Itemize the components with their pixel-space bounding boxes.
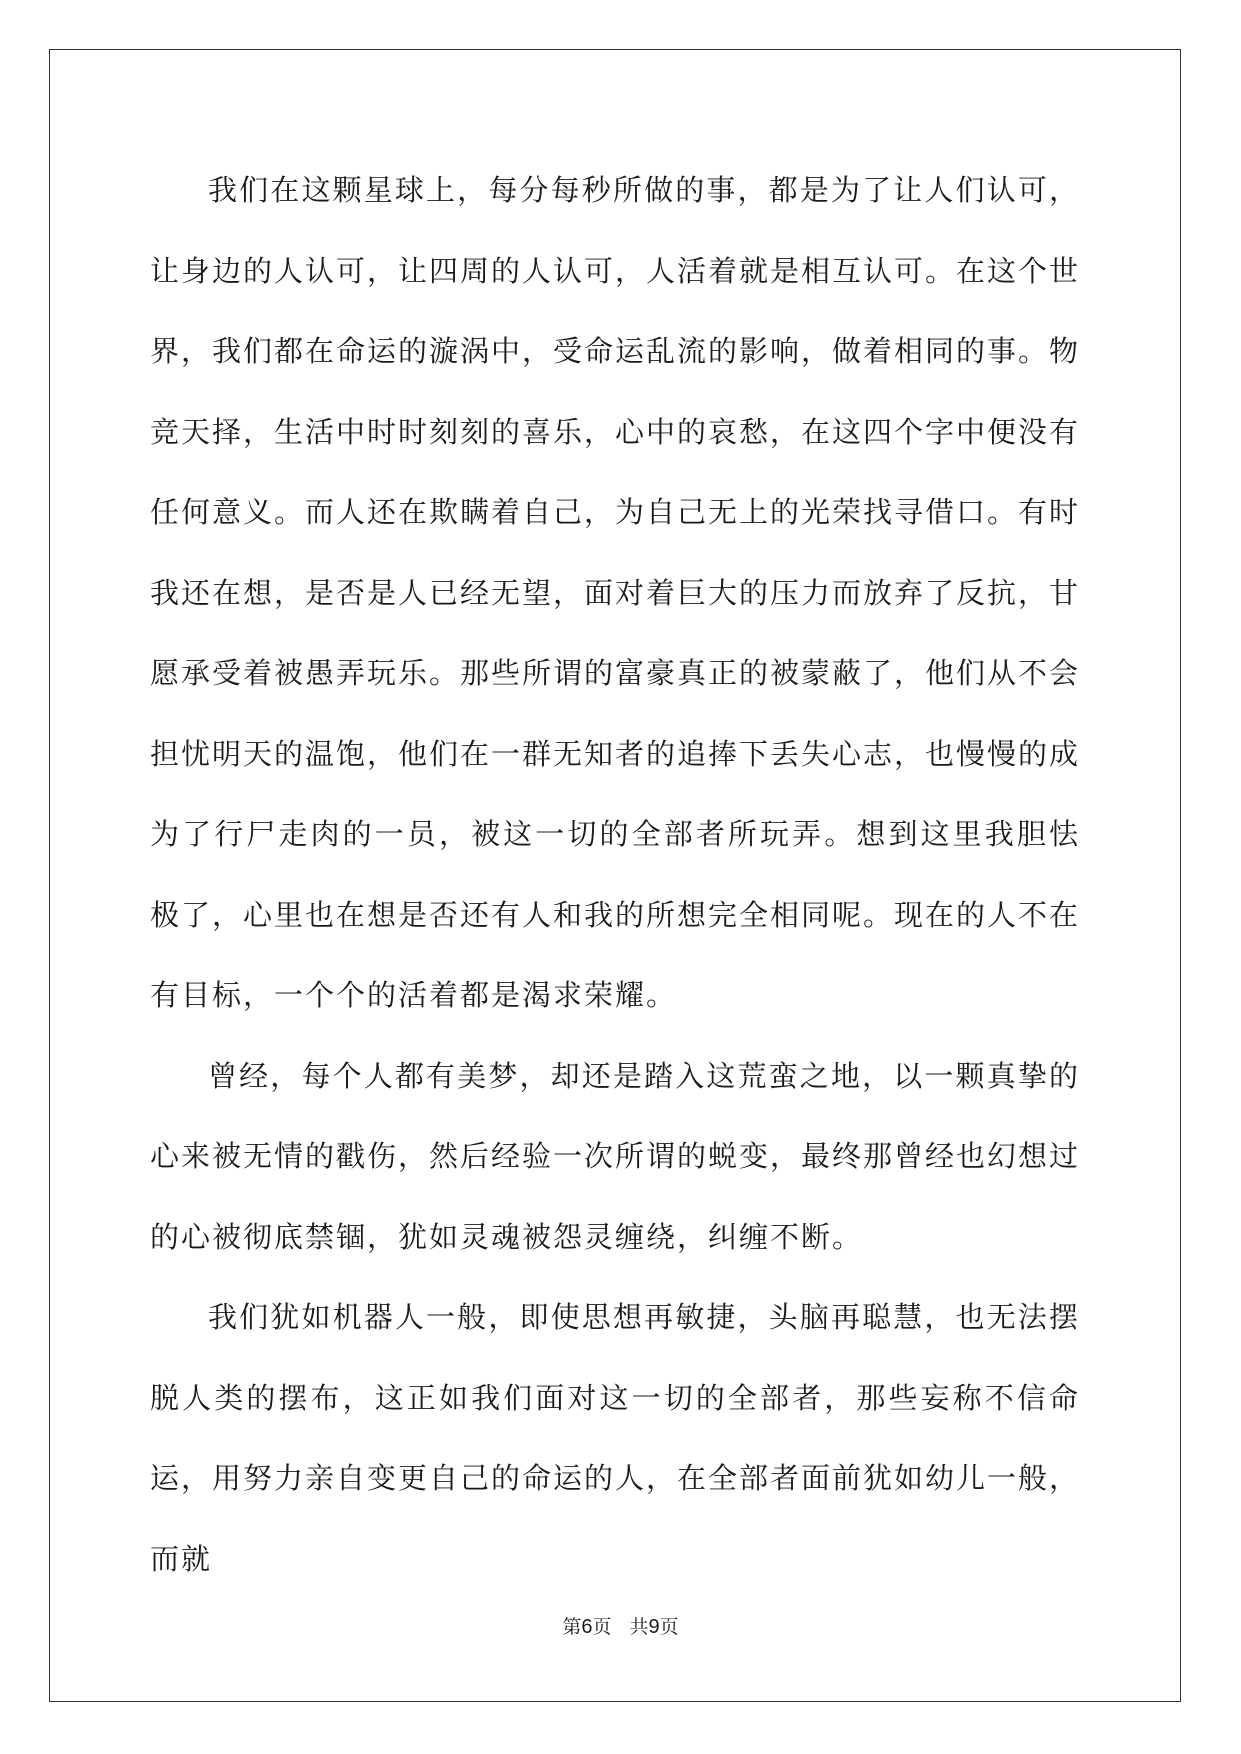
paragraph-1: 我们在这颗星球上，每分每秒所做的事，都是为了让人们认可，让身边的人认可，让四周的人认可，人活着就是相互认可。在这个世界，我们都在命运的漩涡中，受命运乱流的影响，做着相同的事。物竞天择，生活中时时刻刻的喜乐，心中的哀愁，在这四个字中便没有任何意义。而人还在欺瞒着自己，为自己无上的光荣找寻借口。有时我还在想，是否是人已经无望，面对着巨大的压力而放弃了反抗，甘愿承受着被愚弄玩乐。那些所谓的富豪真正的被蒙蔽了，他们从不会担忧明天的温饱，他们在一群无知者的追捧下丢失心志，也慢慢的成为了行尸走肉的一员，被这一切的全部者所玩弄。想到这里我胆怯 极了，心里也在想是否还有人和我的所想完全相同呢。现在的人不在有目标，一个个的活着都是渴求荣耀。 <box>150 173 1081 1012</box>
footer-total-prefix: 共 <box>629 1616 649 1638</box>
page-footer <box>0 1612 1241 1639</box>
footer-page-suffix: 页 <box>592 1616 612 1638</box>
current-page-number: 6 <box>581 1616 593 1638</box>
footer-total-suffix: 页 <box>659 1616 679 1638</box>
footer-prefix: 第 <box>562 1616 582 1638</box>
total-page-number: 9 <box>648 1616 660 1638</box>
paragraph-2: 曾经，每个人都有美梦，却还是踏入这荒蛮之地，以一颗真挚的心来被无情的戳伤，然后经验一次所谓的蜕变，最终那曾经也幻想过的心被彻底禁锢，犹如灵魂被怨灵缠绕，纠缠不断。 <box>150 1058 1081 1254</box>
document-body <box>150 150 1080 1599</box>
paragraph-3: 我们犹如机器人一般，即使思想再敏捷，头脑再聪慧，也无法摆脱人类的摆布，这正如我们面对这一切的全部者，那些妄称不信命运，用努力亲自变更自己的命运的人，在全部者面前犹如幼儿一般，而就 <box>150 1300 1081 1576</box>
